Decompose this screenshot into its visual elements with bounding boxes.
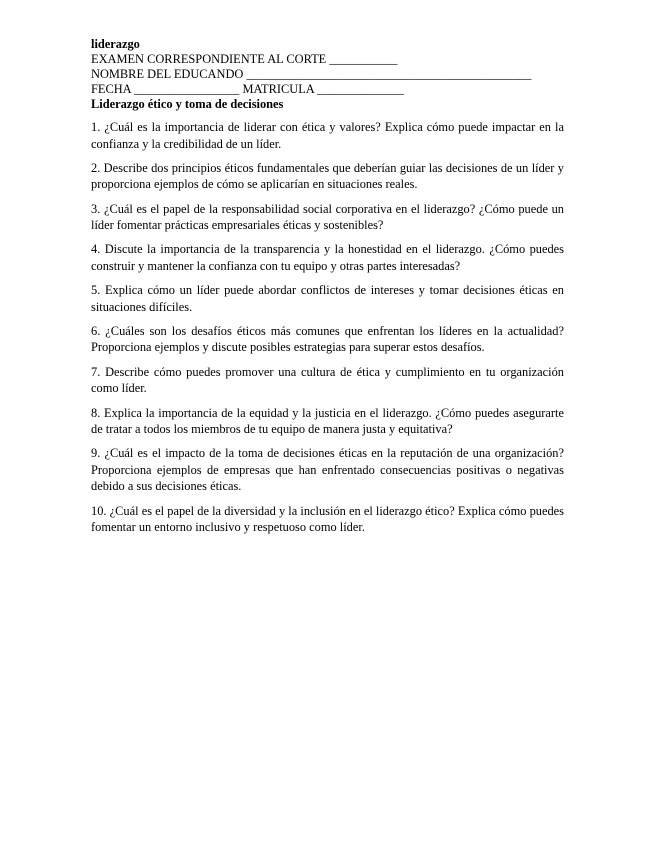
question-6: 6. ¿Cuáles son los desafíos éticos más comunes que enfrentan los líderes en la actualidad? Proporciona ejemplos y discute posibles estrategias para superar estos desafíos. <box>91 323 564 355</box>
question-5: 5. Explica cómo un líder puede abordar conflictos de intereses y tomar decisiones éticas en situaciones difíciles. <box>91 283 564 314</box>
topic-title: Liderazgo ético y toma de decisiones <box>91 97 284 111</box>
question-2: 2. Describe dos principios éticos fundamentales que deberían guiar las decisiones de un líder y proporciona ejemplos de cómo se aplicarían en situaciones reales. <box>91 160 564 192</box>
subject-title: liderazgo <box>91 37 140 51</box>
question-3: 3. ¿Cuál es el papel de la responsabilidad social corporativa en el liderazgo? ¿Cómo puede un líder fomentar prácticas empresariales éticas y sostenibles? <box>91 201 564 233</box>
exam-line: EXAMEN CORRESPONDIENTE AL CORTE ___________ <box>91 52 398 66</box>
student-name-line: NOMBRE DEL EDUCANDO ______________________________________________ <box>91 67 532 81</box>
question-4: 4. Discute la importancia de la transparencia y la honestidad en el liderazgo. ¿Cómo puedes construir y mantener la confianza con tu equipo y otras partes interesadas? <box>91 242 564 273</box>
date-matricula-line: FECHA _________________ MATRICULA ______________ <box>91 82 404 96</box>
document-content <box>91 37 564 543</box>
question-9: 9. ¿Cuál es el impacto de la toma de decisiones éticas en la reputación de una organización? Proporciona ejemplos de empresas que han enfrentado consecuencias positivas o negativas debido a sus decisiones éticas. <box>91 446 564 494</box>
question-8: 8. Explica la importancia de la equidad y la justicia en el liderazgo. ¿Cómo puedes asegurarte de tratar a todos los miembros de tu equipo de manera justa y equitativa? <box>91 405 564 437</box>
question-7: 7. Describe cómo puedes promover una cultura de ética y cumplimiento en tu organización como líder. <box>91 364 564 396</box>
question-1: 1. ¿Cuál es la importancia de liderar con ética y valores? Explica cómo puede impactar en la confianza y la credibilidad de un líder. <box>91 120 564 151</box>
question-list <box>91 119 564 536</box>
question-10: 10. ¿Cuál es el papel de la diversidad y la inclusión en el liderazgo ético? Explica cómo puedes fomentar un entorno inclusivo y respetuoso como líder. <box>91 503 564 535</box>
